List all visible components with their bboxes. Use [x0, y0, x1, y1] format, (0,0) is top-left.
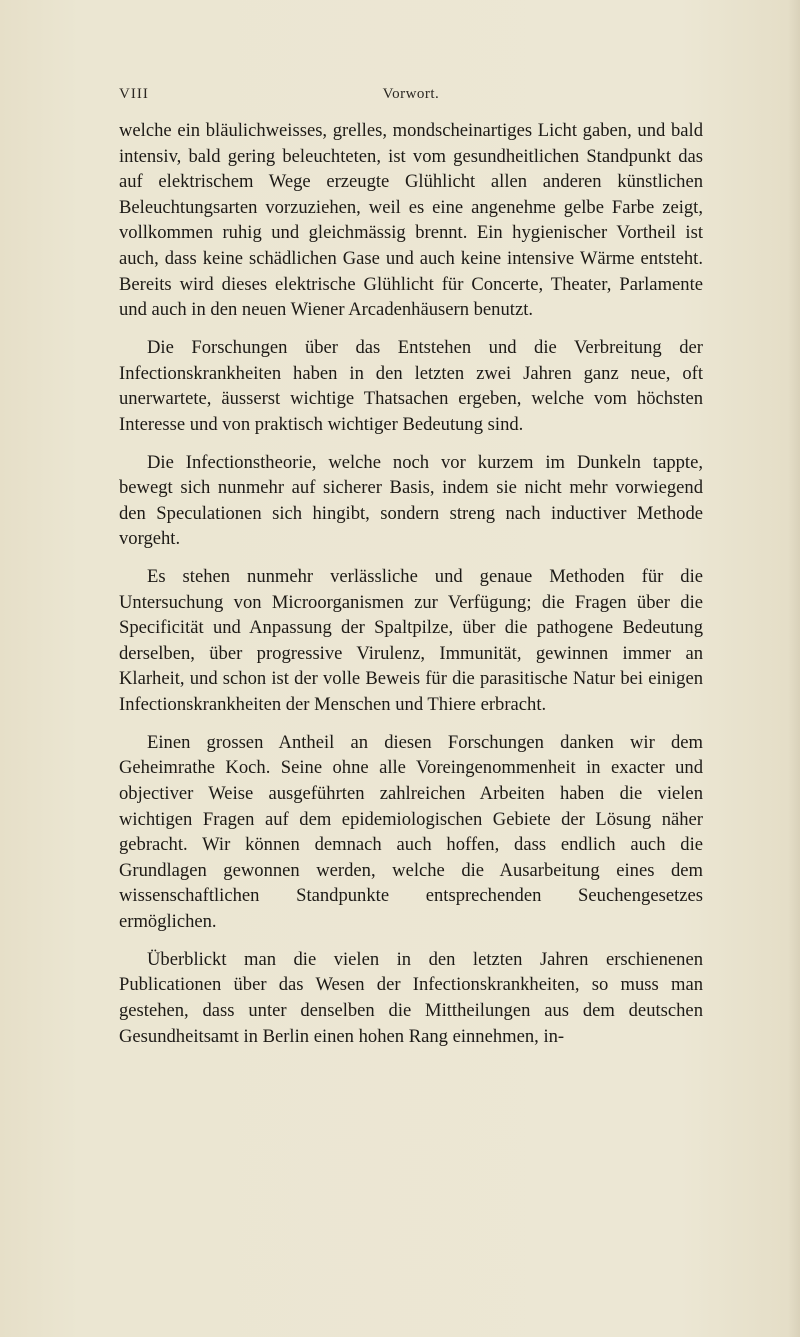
- paragraph: Es stehen nunmehr verlässliche und genaue Methoden für die Untersuchung von Microorganismen zur Verfügung; die Fragen über die Specificität und Anpassung der Spaltpilze, über die pathogene Bedeutung derselben, über progressive Virulenz, Immunität, gewinnen immer an Klarheit, und schon ist der volle Beweis für die parasitische Natur bei einigen Infectionskrankheiten der Menschen und Thiere erbracht.: [119, 566, 703, 716]
- paragraph: Überblickt man die vielen in den letzten Jahren erschienenen Publicationen über das Wesen der Infectionskrankheiten, so muss man gestehen, dass unter denselben die Mittheilungen aus dem deutschen Gesundheitsamt in Berlin einen hohen Rang einnehmen, in-: [119, 948, 703, 1047]
- paragraph: Die Forschungen über das Entstehen und die Verbreitung der Infectionskrankheiten haben in den letzten zwei Jahren ganz neue, oft unerwartete, äusserst wichtige Thatsachen ergeben, welche vom höchsten Interesse und von praktisch wichtiger Bedeutung sind.: [119, 336, 703, 435]
- paragraph: Die Infectionstheorie, welche noch vor kurzem im Dunkeln tappte, bewegt sich nunmehr auf sicherer Basis, indem sie nicht mehr vorwiegend den Speculationen sich hingibt, sondern streng nach inductiver Methode vorgeht.: [119, 451, 703, 550]
- paragraph: Einen grossen Antheil an diesen Forschungen danken wir dem Geheimrathe Koch. Seine ohne alle Voreingenommenheit in exacter und objectiver Weise ausgeführten zahlreichen Arbeiten haben die vielen wichtigen Fragen auf dem epidemiologischen Gebiete der Lösung näher gebracht. Wir können demnach auch hoffen, dass endlich auch die Grundlagen gewonnen werden, welche die Ausarbeitung eines dem wissenschaftlichen Standpunkte entsprechenden Seuchengesetzes ermöglichen.: [119, 731, 703, 932]
- page-edge-shadow: [788, 0, 800, 1337]
- running-title: Vorwort.: [382, 86, 440, 102]
- body-text: [119, 118, 703, 1049]
- running-head: [119, 86, 703, 110]
- page-number: VIII: [119, 86, 149, 102]
- paragraph-continuation: welche ein bläulichweisses, grelles, mondscheinartiges Licht gaben, und bald intensiv, bald gering beleuchteten, ist vom gesundheitlichen Standpunkt das auf elektrischem Wege erzeugte Glühlicht allen anderen künstlichen Beleuchtungsarten vorzuziehen, weil es eine angenehme gelbe Farbe zeigt, vollkommen ruhig und gleichmässig brennt. Ein hygienischer Vortheil ist auch, dass keine schädlichen Gase und auch keine intensive Wärme entsteht. Bereits wird dieses elektrische Glühlicht für Concerte, Theater, Parlamente und auch in den neuen Wiener Arcadenhäusern benutzt.: [119, 120, 703, 321]
